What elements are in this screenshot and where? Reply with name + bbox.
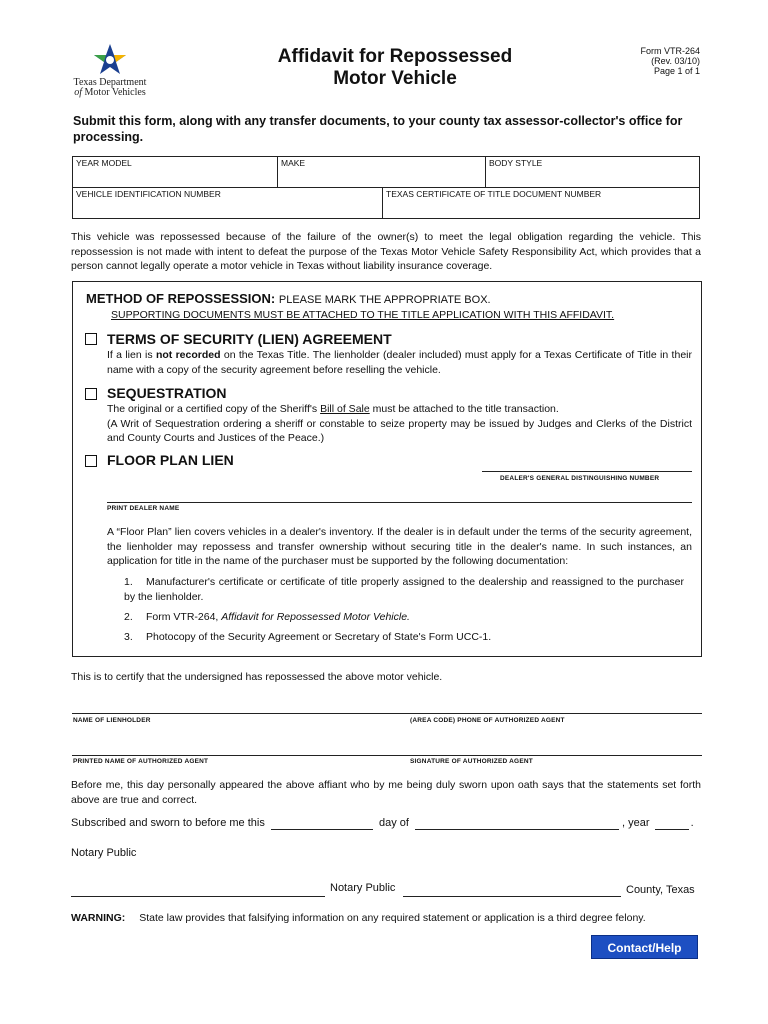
dealer-name-line[interactable] (107, 502, 692, 503)
terms-of-security-label: TERMS OF SECURITY (LIEN) AGREEMENT (107, 331, 392, 347)
sworn-statement: Subscribed and sworn to before me this day of , year . (71, 817, 694, 829)
dealer-gdn-label: DEALER'S GENERAL DISTINGUISHING NUMBER (500, 475, 660, 482)
agent-signature-label: SIGNATURE OF AUTHORIZED AGENT (410, 758, 533, 765)
notary-signature-line[interactable] (71, 896, 325, 897)
logo-text: Texas Department of Motor Vehicles (73, 77, 147, 98)
agent-printed-name-label: PRINTED NAME OF AUTHORIZED AGENT (73, 758, 209, 765)
txdmv-logo (70, 42, 150, 102)
lienholder-name-label: NAME OF LIENHOLDER (73, 717, 151, 724)
list-item: 1. Manufacturer's certificate or certificate of title properly assigned to the dealership and reassigned to the purchaser by the lienholder. (124, 576, 684, 603)
terms-of-security-description: If a lien is not recorded on the Texas Title. The lienholder (dealer included) must apply for a Texas Certificate of Title in their name with a copy of the security agreement before reselling the vehicle. (107, 349, 692, 376)
dealer-name-label: PRINT DEALER NAME (107, 505, 180, 512)
vin-field[interactable]: VEHICLE IDENTIFICATION NUMBER (72, 187, 383, 219)
notary-public-heading: Notary Public (71, 847, 137, 859)
lienholder-name-line[interactable] (72, 713, 702, 714)
body-style-field[interactable]: BODY STYLE (485, 156, 700, 188)
sequestration-description: The original or a certified copy of the Sheriff's Bill of Sale must be attached to the title transaction. (A Writ of Sequestration ordering a sheriff or constable to seize property may be issued by Judges and Clerks of the District and County Courts and Justices of the Peace.) (107, 403, 692, 444)
list-item: 3. Photocopy of the Security Agreement or Secretary of State's Form UCC-1. (124, 631, 492, 643)
floor-plan-lien-checkbox[interactable] (85, 455, 97, 467)
floor-plan-lien-label: FLOOR PLAN LIEN (107, 452, 234, 468)
agent-printed-name-line[interactable] (72, 755, 702, 756)
sworn-date-blank[interactable] (271, 817, 373, 830)
county-line[interactable] (403, 896, 621, 897)
title-document-number-field[interactable]: TEXAS CERTIFICATE OF TITLE DOCUMENT NUMBER (382, 187, 700, 219)
sequestration-label: SEQUESTRATION (107, 385, 227, 401)
form-number-block: Form VTR-264 (Rev. 03/10) Page 1 of 1 (640, 46, 700, 76)
star-logo-icon (70, 42, 150, 78)
supporting-documents-note: SUPPORTING DOCUMENTS MUST BE ATTACHED TO THE TITLE APPLICATION WITH THIS AFFIDAVIT. (111, 309, 615, 321)
county-label: County, Texas (626, 884, 695, 896)
certify-statement: This is to certify that the undersigned has repossessed the above motor vehicle. (71, 671, 443, 683)
submit-instructions: Submit this form, along with any transfer documents, to your county tax assessor-collector's office for processing. (73, 114, 683, 144)
year-model-field[interactable]: YEAR MODEL (72, 156, 278, 188)
list-item: 2. Form VTR-264, Affidavit for Repossessed Motor Vehicle. (124, 611, 410, 623)
method-heading: METHOD OF REPOSSESSION: PLEASE MARK THE APPROPRIATE BOX. (86, 291, 491, 306)
sworn-month-blank[interactable] (415, 817, 619, 830)
floor-plan-description: A “Floor Plan” lien covers vehicles in a dealer's inventory. If the dealer is in default under the terms of the security agreement, the lienholder may repossess and transfer ownership without securing title in the dealer's name. In such instances, an application for title in the name of the purchaser must be supported by the following documentation: (107, 526, 692, 567)
intro-paragraph: This vehicle was repossessed because of the failure of the owner(s) to meet the legal obligation regarding the vehicle. This repossession is not made with intent to defeat the purpose of the Texas Motor Vehicle Safety Responsibility Act, which provides that a person cannot legally operate a motor vehicle in Texas without liability insurance coverage. (71, 231, 701, 272)
oath-statement: Before me, this day personally appeared the above affiant who by me being duly sworn upon oath says that the statements set forth above are true and correct. (71, 779, 701, 806)
make-field[interactable]: MAKE (277, 156, 486, 188)
agent-phone-label: (AREA CODE) PHONE OF AUTHORIZED AGENT (410, 717, 565, 724)
form-title: Affidavit for Repossessed Motor Vehicle (277, 46, 513, 89)
notary-public-inline-label: Notary Public (330, 882, 396, 894)
sworn-year-blank[interactable] (655, 817, 689, 830)
dealer-gdn-line[interactable] (482, 471, 692, 472)
contact-help-button[interactable]: Contact/Help (591, 935, 698, 959)
sequestration-checkbox[interactable] (85, 388, 97, 400)
warning-statement: WARNING: State law provides that falsifying information on any required statement or application is a third degree felony. (71, 912, 646, 924)
terms-of-security-checkbox[interactable] (85, 333, 97, 345)
